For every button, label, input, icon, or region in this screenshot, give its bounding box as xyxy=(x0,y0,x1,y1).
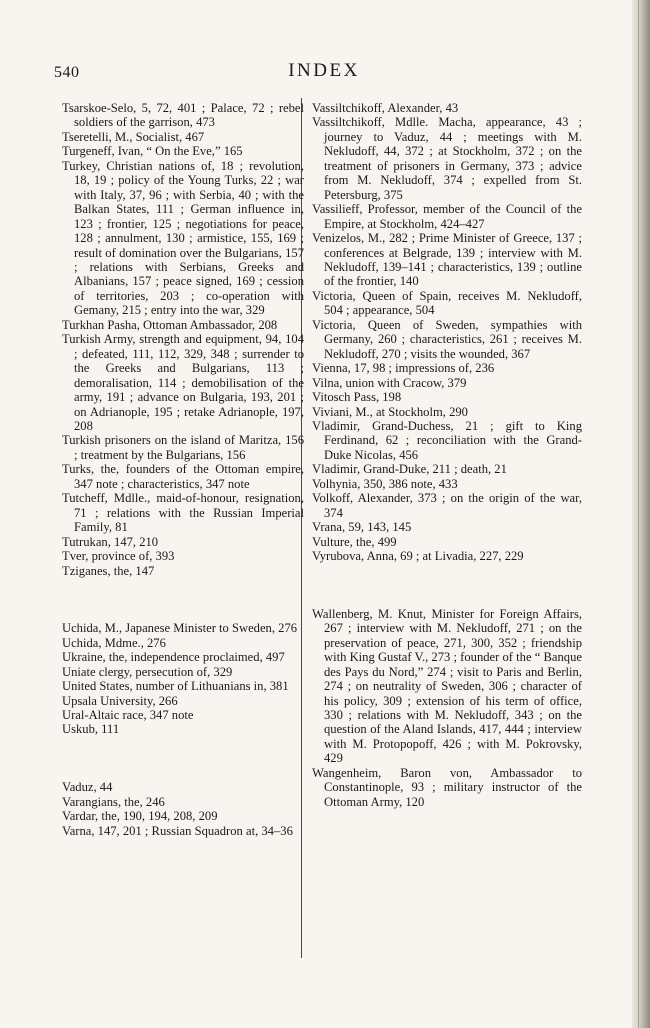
index-entry: Vrana, 59, 143, 145 xyxy=(312,520,412,535)
index-entry: Tsarskoe-Selo, 5, 72, 401 ; Palace, 72 ; rebel soldiers of the garrison, 473 xyxy=(62,101,304,130)
index-entry: Vardar, the, 190, 194, 208, 209 xyxy=(62,809,218,824)
index-entry: Uniate clergy, persecution of, 329 xyxy=(62,664,233,679)
index-entry: Turgeneff, Ivan, “ On the Eve,” 165 xyxy=(62,144,243,159)
index-entry: Venizelos, M., 282 ; Prime Minister of Greece, 137 ; conferences at Belgrade, 139 ; interview with M. Nekludoff, 139–141 ; characteristics, 139 ; outline of the frontier, 140 xyxy=(312,231,582,289)
index-entry: Turkish Army, strength and equipment, 94, 104 ; defeated, 111, 112, 329, 348 ; surrender to the Greeks and Bulgarians, 113 ; demoralisation, 114 ; demobilisation of the army, 191 ; advance on Bulgaria, 193, 201 ; on Adrianople, 195 ; retake Adrianople, 197, 208 xyxy=(62,332,304,433)
index-entry: Vladimir, Grand-Duchess, 21 ; gift to King Ferdinand, 62 ; reconciliation with the Grand-Duke Nicolas, 456 xyxy=(312,418,582,462)
index-entry: Vaduz, 44 xyxy=(62,780,113,795)
index-entry: Turkish prisoners on the island of Maritza, 156 ; treatment by the Bulgarians, 156 xyxy=(62,433,304,462)
index-entry: Varna, 147, 201 ; Russian Squadron at, 34–36 xyxy=(62,823,293,838)
index-entry: Uchida, Mdme., 276 xyxy=(62,635,166,650)
index-entry: Volkoff, Alexander, 373 ; on the origin of the war, 374 xyxy=(312,491,582,520)
index-entry: Tziganes, the, 147 xyxy=(62,563,155,578)
index-entry: Victoria, Queen of Spain, receives M. Nekludoff, 504 ; appearance, 504 xyxy=(312,288,582,318)
index-entry: Vulture, the, 499 xyxy=(312,534,397,549)
index-entry: Upsala University, 266 xyxy=(62,693,178,708)
index-entry: Vyrubova, Anna, 69 ; at Livadia, 227, 229 xyxy=(312,549,524,564)
left-column xyxy=(62,101,304,838)
section-gap xyxy=(62,737,304,780)
section-gap xyxy=(62,578,304,621)
index-entry: Varangians, the, 246 xyxy=(62,794,165,809)
section-gap xyxy=(312,564,582,607)
index-entry: Ukraine, the, independence proclaimed, 497 xyxy=(62,650,285,665)
index-entry: Volhynia, 350, 386 note, 433 xyxy=(312,476,458,491)
index-entry: Vassiltchikoff, Alexander, 43 xyxy=(312,101,459,115)
index-entry: United States, number of Lithuanians in, 381 xyxy=(62,679,289,694)
index-entry: Wangenheim, Baron von, Ambassador to Constantinople, 93 ; military instructor of the Ottoman Army, 120 xyxy=(312,765,582,809)
index-entry: Turkey, Christian nations of, 18 ; revolution, 18, 19 ; policy of the Young Turks, 22 ; war with Italy, 37, 96 ; with Serbia, 40 ; with the Balkan States, 111 ; German influence in, 123 ; frontier, 125 ; negotiations for peace, 128 ; annulment, 130 ; armistice, 155, 169 ; result of domination over the Bulgarians, 157 ; relations with Serbians, Greeks and Albanians, 157 ; peace signed, 169 ; cession of territories, 203 ; co-operation with Gemany, 215 ; entry into the war, 329 xyxy=(62,158,304,318)
index-entry: Uchida, M., Japanese Minister to Sweden, 276 xyxy=(62,621,298,636)
index-entry: Uskub, 111 xyxy=(62,722,120,737)
index-entry: Turks, the, founders of the Ottoman empire, 347 note ; characteristics, 347 note xyxy=(62,462,304,491)
index-entry: Victoria, Queen of Sweden, sympathies with Germany, 260 ; characteristics, 261 ; receives M. Nekludoff, 270 ; visits the wounded, 367 xyxy=(312,317,582,361)
page-number: 540 xyxy=(54,64,80,81)
index-entry: Vassiltchikoff, Mdlle. Macha, appearance, 43 ; journey to Vaduz, 44 ; meetings with M. Nekludoff, 44, 372 ; at Stockholm, 372 ; on the treatment of prisoners in Germany, 373 ; advice from M. Nekludoff, 374 ; expelled from St. Petersburg, 375 xyxy=(312,115,582,202)
index-entry: Vienna, 17, 98 ; impressions of, 236 xyxy=(312,361,495,376)
page-header xyxy=(54,60,594,86)
index-entry: Vassilieff, Professor, member of the Council of the Empire, at Stockholm, 424–427 xyxy=(312,202,582,231)
page-edge xyxy=(632,0,650,1028)
index-entry: Vladimir, Grand-Duke, 211 ; death, 21 xyxy=(312,462,507,477)
index-entry: Vilna, union with Cracow, 379 xyxy=(312,375,467,390)
index-entry: Tutcheff, Mdlle., maid-of-honour, resignation, 71 ; relations with the Russian Imperial Family, 81 xyxy=(62,491,304,535)
index-entry: Viviani, M., at Stockholm, 290 xyxy=(312,404,468,419)
index-entry: Tver, province of, 393 xyxy=(62,549,175,564)
index-entry: Tseretelli, M., Socialist, 467 xyxy=(62,129,205,144)
index-entry: Wallenberg, M. Knut, Minister for Foreign Affairs, 267 ; interview with M. Nekludoff, 271 ; on the preservation of peace, 271, 300, 352 ; friendship with King Gustaf V., 273 ; founder of the “ Banque des Pays du Nord,” 274 ; visit to Paris and Berlin, 274 ; on neutrality of Sweden, 306 ; character of his policy, 309 ; extension of his term of office, 330 ; relations with M. Nekludoff, 343 ; on the question of the Aland Islands, 417, 444 ; interview with M. Protopopoff, 426 ; with M. Pokrovsky, 429 xyxy=(312,606,582,766)
index-entry: Turkhan Pasha, Ottoman Ambassador, 208 xyxy=(62,317,278,332)
running-head: INDEX xyxy=(288,60,360,81)
right-column xyxy=(312,101,582,809)
index-entry: Vitosch Pass, 198 xyxy=(312,390,402,405)
index-entry: Tutrukan, 147, 210 xyxy=(62,534,159,549)
index-entry: Ural-Altaic race, 347 note xyxy=(62,708,194,723)
